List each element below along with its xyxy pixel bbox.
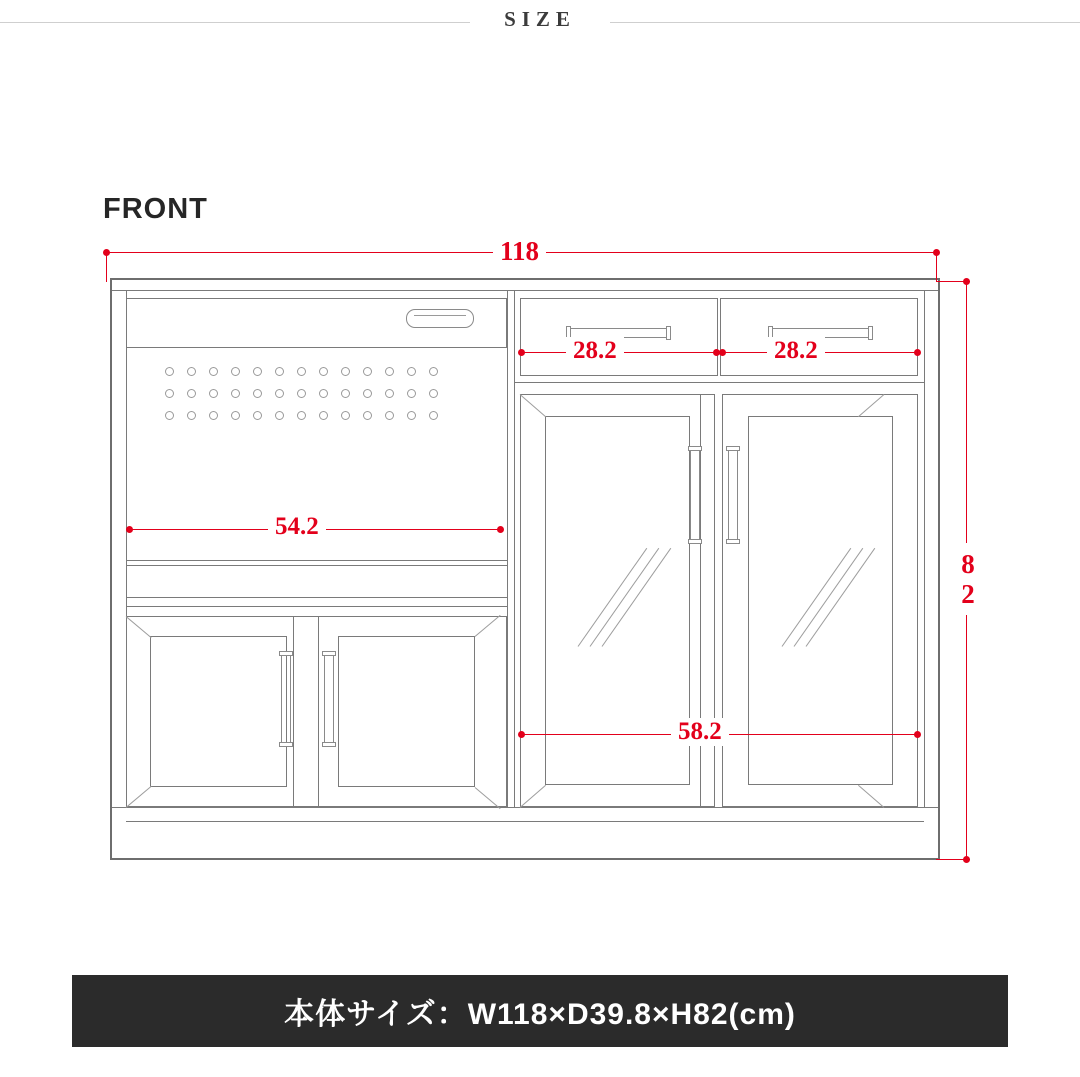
center-divider bbox=[507, 290, 508, 807]
left-door-stile-a bbox=[293, 616, 294, 807]
left-door-panel-1 bbox=[150, 636, 287, 787]
front-view-drawing bbox=[0, 46, 1080, 946]
header-rule-right bbox=[610, 22, 1080, 23]
dim-ext-height-bottom bbox=[936, 859, 970, 860]
left-shelf-band-top bbox=[126, 565, 507, 566]
dim-drawer-left-width: 28.2 bbox=[566, 337, 624, 365]
size-header bbox=[0, 0, 1080, 46]
dim-total-height: 82 bbox=[952, 543, 983, 615]
cabinet-inner-wall-right bbox=[924, 290, 925, 807]
cabinet-plinth-top bbox=[112, 807, 938, 808]
left-door-stile-b bbox=[318, 616, 319, 807]
dim-glass-doors-width: 58.2 bbox=[671, 718, 729, 746]
left-shelf-band-bottom bbox=[126, 597, 507, 598]
dim-ext-width-left bbox=[106, 252, 107, 282]
spec-footer-bar bbox=[72, 975, 1008, 1047]
dim-drawer-right-width: 28.2 bbox=[767, 337, 825, 365]
header-rule-left bbox=[0, 22, 470, 23]
left-door-handle-2 bbox=[324, 651, 334, 747]
dim-ext-width-right bbox=[936, 252, 937, 282]
cabinet-plinth-line bbox=[126, 821, 924, 822]
ventilation-holes bbox=[165, 367, 451, 433]
glass-pane-left bbox=[545, 416, 690, 785]
dim-left-section-width: 54.2 bbox=[268, 513, 326, 541]
spec-text: 本体サイズ：W118×D39.8×H82(cm) bbox=[284, 998, 796, 1031]
left-open-shelf-bottom bbox=[126, 560, 507, 561]
glass-door-handle-left bbox=[690, 446, 700, 544]
dim-ext-height-top bbox=[936, 281, 970, 282]
drawer-bottom-rail bbox=[514, 382, 924, 383]
glass-pane-right bbox=[748, 416, 893, 785]
view-label: FRONT bbox=[103, 193, 208, 225]
left-door-handle-1 bbox=[281, 651, 291, 747]
glass-door-handle-right bbox=[728, 446, 738, 544]
dim-total-width: 118 bbox=[493, 236, 546, 267]
cabinet-top-band bbox=[112, 290, 938, 291]
page-title: SIZE bbox=[504, 7, 576, 31]
center-divider-2 bbox=[514, 290, 515, 807]
left-shelf-rail bbox=[126, 606, 507, 607]
left-panel-pull-handle bbox=[406, 309, 474, 328]
left-door-panel-2 bbox=[338, 636, 475, 787]
